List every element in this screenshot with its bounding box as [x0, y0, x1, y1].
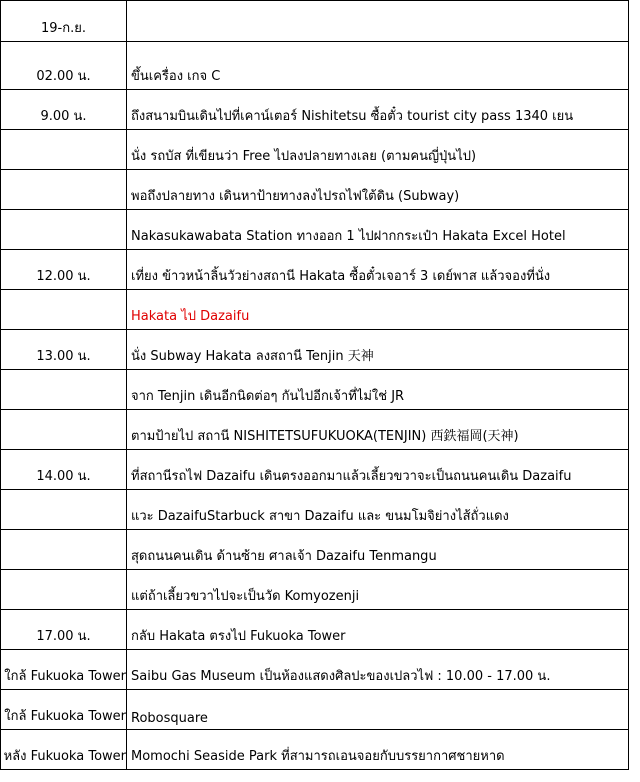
- description-cell[interactable]: จาก Tenjin เดินอีกนิดต่อๆ กันไปอีกเจ้าที่ไม่ใช่ JR: [127, 370, 629, 410]
- table-row: [1, 1, 629, 42]
- description-cell[interactable]: ตามป้ายไป สถานี NISHITETSUFUKUOKA(TENJIN) 西鉄福岡(天神): [127, 410, 629, 450]
- time-cell[interactable]: [1, 290, 127, 330]
- time-cell[interactable]: [1, 570, 127, 610]
- table-row: [1, 290, 629, 330]
- time-cell[interactable]: [1, 410, 127, 450]
- table-row: [1, 250, 629, 290]
- time-cell[interactable]: 12.00 น.: [1, 250, 127, 290]
- description-cell[interactable]: ที่สถานีรถไฟ Dazaifu เดินตรงออกมาแล้วเลี้ยวขวาจะเป็นถนนคนเดิน Dazaifu: [127, 450, 629, 490]
- table-row: [1, 330, 629, 370]
- description-cell[interactable]: [127, 1, 629, 42]
- table-row: [1, 370, 629, 410]
- table-row: [1, 570, 629, 610]
- time-cell[interactable]: [1, 530, 127, 570]
- table-row: [1, 610, 629, 650]
- time-cell[interactable]: 13.00 น.: [1, 330, 127, 370]
- description-cell[interactable]: พอถึงปลายทาง เดินหาป้ายทางลงไปรถไฟใต้ดิน (Subway): [127, 170, 629, 210]
- description-cell[interactable]: แต่ถ้าเลี้ยวขวาไปจะเป็นวัด Komyozenji: [127, 570, 629, 610]
- description-cell[interactable]: Momochi Seaside Park ที่สามารถเอนจอยกับบรรยากาศชายหาด: [127, 730, 629, 770]
- description-cell[interactable]: นั่ง รถบัส ที่เขียนว่า Free ไปลงปลายทางเลย (ตามคนญี่ปุ่นไป): [127, 130, 629, 170]
- table-row: [1, 730, 629, 770]
- time-cell[interactable]: หลัง Fukuoka Tower: [1, 730, 127, 770]
- time-cell[interactable]: ใกล้ Fukuoka Tower: [1, 650, 127, 690]
- table-row: [1, 42, 629, 90]
- table-row: [1, 490, 629, 530]
- table-row: [1, 410, 629, 450]
- description-cell[interactable]: Saibu Gas Museum เป็นห้องแสดงศิลปะของเปลวไฟ : 10.00 - 17.00 น.: [127, 650, 629, 690]
- table-row: [1, 210, 629, 250]
- time-cell[interactable]: [1, 130, 127, 170]
- description-cell[interactable]: แวะ DazaifuStarbuck สาขา Dazaifu และ ขนมโมจิย่างไส้ถั่วแดง: [127, 490, 629, 530]
- description-cell[interactable]: ขึ้นเครื่อง เกจ C: [127, 42, 629, 90]
- time-cell[interactable]: 02.00 น.: [1, 42, 127, 90]
- table-row: [1, 450, 629, 490]
- description-cell-highlighted[interactable]: Hakata ไป Dazaifu: [127, 290, 629, 330]
- table-row: [1, 690, 629, 730]
- description-cell[interactable]: สุดถนนคนเดิน ด้านซ้าย ศาลเจ้า Dazaifu Tenmangu: [127, 530, 629, 570]
- time-cell[interactable]: [1, 210, 127, 250]
- itinerary-body: [1, 1, 629, 770]
- time-cell[interactable]: [1, 370, 127, 410]
- time-cell[interactable]: ใกล้ Fukuoka Tower: [1, 690, 127, 730]
- time-cell[interactable]: 9.00 น.: [1, 90, 127, 130]
- table-row: [1, 130, 629, 170]
- description-cell[interactable]: ถึงสนามบินเดินไปที่เคาน์เตอร์ Nishitetsu ซื้อตั๋ว tourist city pass 1340 เยน: [127, 90, 629, 130]
- time-cell[interactable]: 19-ก.ย.: [1, 1, 127, 42]
- table-row: [1, 650, 629, 690]
- time-cell[interactable]: 17.00 น.: [1, 610, 127, 650]
- time-cell[interactable]: [1, 490, 127, 530]
- table-row: [1, 530, 629, 570]
- time-cell[interactable]: [1, 170, 127, 210]
- table-row: [1, 170, 629, 210]
- description-cell[interactable]: นั่ง Subway Hakata ลงสถานี Tenjin 天神: [127, 330, 629, 370]
- time-cell[interactable]: 14.00 น.: [1, 450, 127, 490]
- description-cell[interactable]: Robosquare: [127, 690, 629, 730]
- description-cell[interactable]: เที่ยง ข้าวหน้าลิ้นวัวย่างสถานี Hakata ซื้อตั๋วเจอาร์ 3 เดย์พาส แล้วจองที่นั่ง: [127, 250, 629, 290]
- description-cell[interactable]: กลับ Hakata ตรงไป Fukuoka Tower: [127, 610, 629, 650]
- table-row: [1, 90, 629, 130]
- description-cell[interactable]: Nakasukawabata Station ทางออก 1 ไปฝากกระเป๋า Hakata Excel Hotel: [127, 210, 629, 250]
